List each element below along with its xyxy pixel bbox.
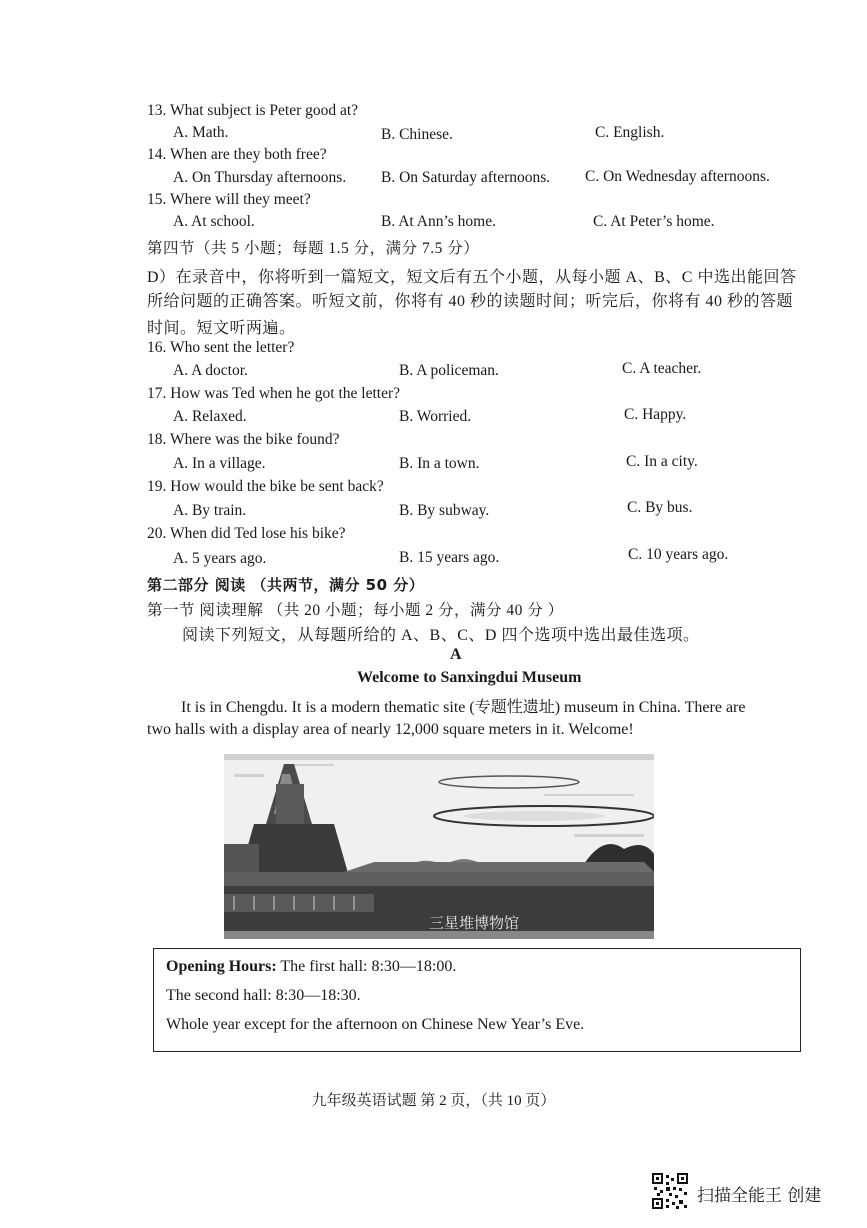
q14-option-b: B. On Saturday afternoons. — [381, 169, 551, 186]
q19-option-b: B. By subway. — [399, 502, 490, 519]
passage-line2: two halls with a display area of nearly 12,000 square meters in it. Welcome! — [147, 721, 634, 738]
q17-option-a: A. Relaxed. — [173, 408, 247, 425]
q17-option-c: C. Happy. — [624, 406, 687, 423]
q18-option-b: B. In a town. — [399, 455, 480, 472]
part2-subheading: 第一节 阅读理解 （共 20 小题；每小题 2 分，满分 40 分 ） — [147, 602, 564, 619]
q16-option-b: B. A policeman. — [399, 362, 499, 379]
question-18: 18. Where was the bike found? — [147, 431, 340, 448]
q14-option-a: A. On Thursday afternoons. — [173, 169, 347, 186]
part2-heading: 第二部分 阅读 （共两节，满分 50 分） — [147, 576, 425, 594]
question-14: 14. When are they both free? — [147, 146, 327, 163]
qr-code-icon — [652, 1173, 688, 1209]
question-19: 19. How would the bike be sent back? — [147, 478, 384, 495]
q15-option-a: A. At school. — [173, 213, 255, 230]
museum-photo — [224, 754, 654, 939]
q15-option-b: B. At Ann’s home. — [381, 213, 496, 230]
scanner-watermark: 扫描全能王 创建 — [697, 1186, 822, 1206]
q19-option-c: C. By bus. — [627, 499, 693, 516]
opening-hours-box — [153, 948, 801, 1052]
question-15: 15. Where will they meet? — [147, 191, 311, 208]
q15-option-c: C. At Peter’s home. — [593, 213, 715, 230]
museum-sign: 三星堆博物馆 — [428, 914, 520, 932]
passage-letter: A — [450, 646, 462, 663]
section4-instruction-line3: 时间。短文听两遍。 — [147, 320, 296, 337]
page-footer: 九年级英语试题 第 2 页，（共 10 页） — [311, 1093, 556, 1109]
q20-option-c: C. 10 years ago. — [628, 546, 729, 563]
question-13: 13. What subject is Peter good at? — [147, 102, 359, 119]
q18-option-a: A. In a village. — [173, 455, 266, 472]
section4-instruction-line2: 所给问题的正确答案。听短文前，你将有 40 秒的读题时间；听完后，你将有 40 秒的答题 — [147, 293, 794, 310]
q14-option-c: C. On Wednesday afternoons. — [585, 168, 770, 185]
part2-instruction: 阅读下列短文，从每题所给的 A、B、C、D 四个选项中选出最佳选项。 — [182, 627, 700, 644]
first-hall-hours: The first hall: 8:30—18:00. — [276, 958, 457, 975]
opening-hours-note: Whole year except for the afternoon on Chinese New Year’s Eve. — [166, 1016, 585, 1033]
q16-option-c: C. A teacher. — [622, 360, 702, 377]
second-hall-hours: The second hall: 8:30—18:30. — [166, 987, 361, 1004]
passage-title: Welcome to Sanxingdui Museum — [357, 669, 582, 686]
opening-hours-label: Opening Hours: — [166, 958, 277, 975]
question-16: 16. Who sent the letter? — [147, 339, 295, 356]
opening-hours-line1 — [166, 958, 456, 976]
museum-illustration — [224, 754, 654, 939]
q13-option-b: B. Chinese. — [381, 126, 453, 143]
q18-option-c: C. In a city. — [626, 453, 698, 470]
q20-option-a: A. 5 years ago. — [173, 550, 267, 567]
passage-line1: It is in Chengdu. It is a modern thematic site (专题性遗址) museum in China. There are — [181, 699, 746, 716]
q17-option-b: B. Worried. — [399, 408, 472, 425]
q20-option-b: B. 15 years ago. — [399, 549, 500, 566]
section4-instruction-line1: D）在录音中，你将听到一篇短文，短文后有五个小题，从每小题 A、B、C 中选出能回答 — [147, 269, 797, 286]
q13-option-a: A. Math. — [173, 124, 229, 141]
q19-option-a: A. By train. — [173, 502, 247, 519]
q13-option-c: C. English. — [595, 124, 665, 141]
section4-heading: 第四节（共 5 小题；每题 1.5 分，满分 7.5 分） — [147, 240, 480, 257]
question-17: 17. How was Ted when he got the letter? — [147, 385, 401, 402]
question-20: 20. When did Ted lose his bike? — [147, 525, 346, 542]
q16-option-a: A. A doctor. — [173, 362, 248, 379]
